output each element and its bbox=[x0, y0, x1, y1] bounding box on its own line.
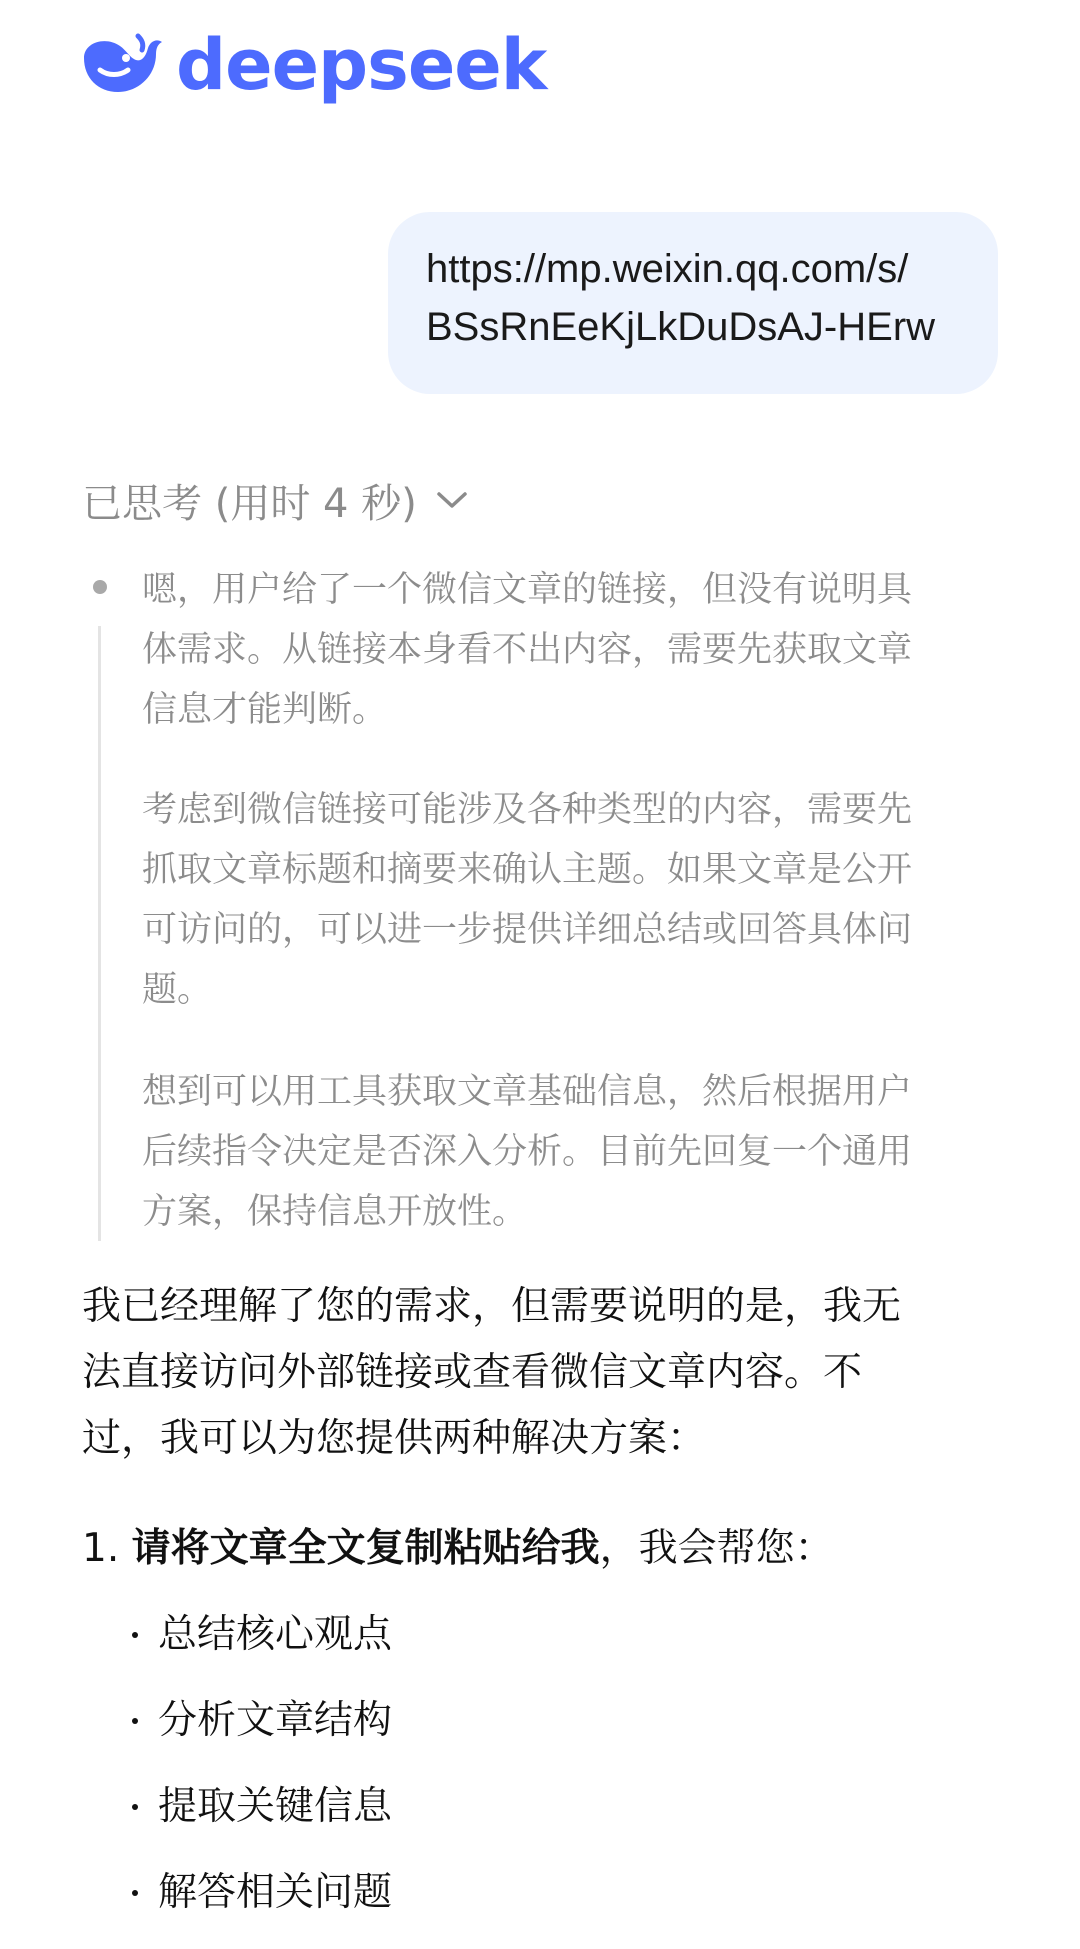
bullet-icon bbox=[132, 1718, 138, 1724]
user-message-bubble bbox=[388, 212, 998, 394]
thinking-line: 可访问的，可以进一步提供详细总结或回答具体问 bbox=[142, 910, 913, 950]
thinking-paragraph bbox=[142, 1062, 1002, 1242]
thinking-line: 后续指令决定是否深入分析。目前先回复一个通用 bbox=[142, 1132, 913, 1172]
list-item bbox=[132, 1602, 392, 1668]
bullet-icon bbox=[132, 1890, 138, 1896]
bullet-icon bbox=[132, 1804, 138, 1810]
thinking-line: 方案，保持信息开放性。 bbox=[142, 1192, 528, 1232]
item-bold-text: 请将文章全文复制粘贴给我 bbox=[131, 1526, 600, 1571]
thinking-divider bbox=[98, 626, 101, 1241]
answer-line: 法直接访问外部链接或查看微信文章内容。不 bbox=[82, 1350, 863, 1395]
thinking-line: 嗯，用户给了一个微信文章的链接，但没有说明具 bbox=[142, 570, 913, 610]
answer-line: 我已经理解了您的需求，但需要说明的是，我无 bbox=[82, 1284, 902, 1329]
answer-line: 过，我可以为您提供两种解决方案： bbox=[82, 1416, 707, 1461]
thinking-toggle[interactable] bbox=[82, 470, 469, 530]
item-number: 1. bbox=[82, 1526, 120, 1571]
list-item-label: 解答相关问题 bbox=[158, 1870, 393, 1915]
list-item-label: 总结核心观点 bbox=[158, 1612, 393, 1657]
whale-logo-icon bbox=[80, 32, 164, 98]
thinking-paragraph bbox=[142, 560, 1002, 740]
thinking-dot-icon bbox=[93, 580, 107, 594]
chevron-down-icon bbox=[435, 490, 469, 510]
answer-intro bbox=[82, 1274, 1002, 1472]
thinking-line: 抓取文章标题和摘要来确认主题。如果文章是公开 bbox=[142, 850, 913, 890]
thinking-line: 体需求。从链接本身看不出内容，需要先获取文章 bbox=[142, 630, 913, 670]
deepseek-logo bbox=[80, 24, 547, 106]
thinking-line: 考虑到微信链接可能涉及各种类型的内容，需要先 bbox=[142, 790, 913, 830]
item-rest-text: ，我会帮您： bbox=[599, 1526, 834, 1571]
thinking-line: 想到可以用工具获取文章基础信息，然后根据用户 bbox=[142, 1072, 913, 1112]
user-message-line: https://mp.weixin.qq.com/s/ bbox=[426, 247, 909, 291]
thinking-paragraph bbox=[142, 780, 1002, 1020]
list-item-label: 分析文章结构 bbox=[158, 1698, 393, 1743]
list-item-label: 提取关键信息 bbox=[158, 1784, 393, 1829]
thinking-line: 题。 bbox=[142, 970, 213, 1010]
list-item bbox=[132, 1774, 392, 1840]
bullet-icon bbox=[132, 1632, 138, 1638]
thinking-header-label: 已思考 (用时 4 秒) bbox=[82, 480, 417, 527]
list-item bbox=[132, 1860, 392, 1926]
thinking-line: 信息才能判断。 bbox=[142, 690, 388, 730]
list-item bbox=[132, 1688, 392, 1754]
numbered-item-1 bbox=[82, 1516, 834, 1582]
brand-name: deepseek bbox=[176, 24, 547, 106]
user-message-line: BSsRnEeKjLkDuDsAJ-HErw bbox=[426, 305, 936, 349]
